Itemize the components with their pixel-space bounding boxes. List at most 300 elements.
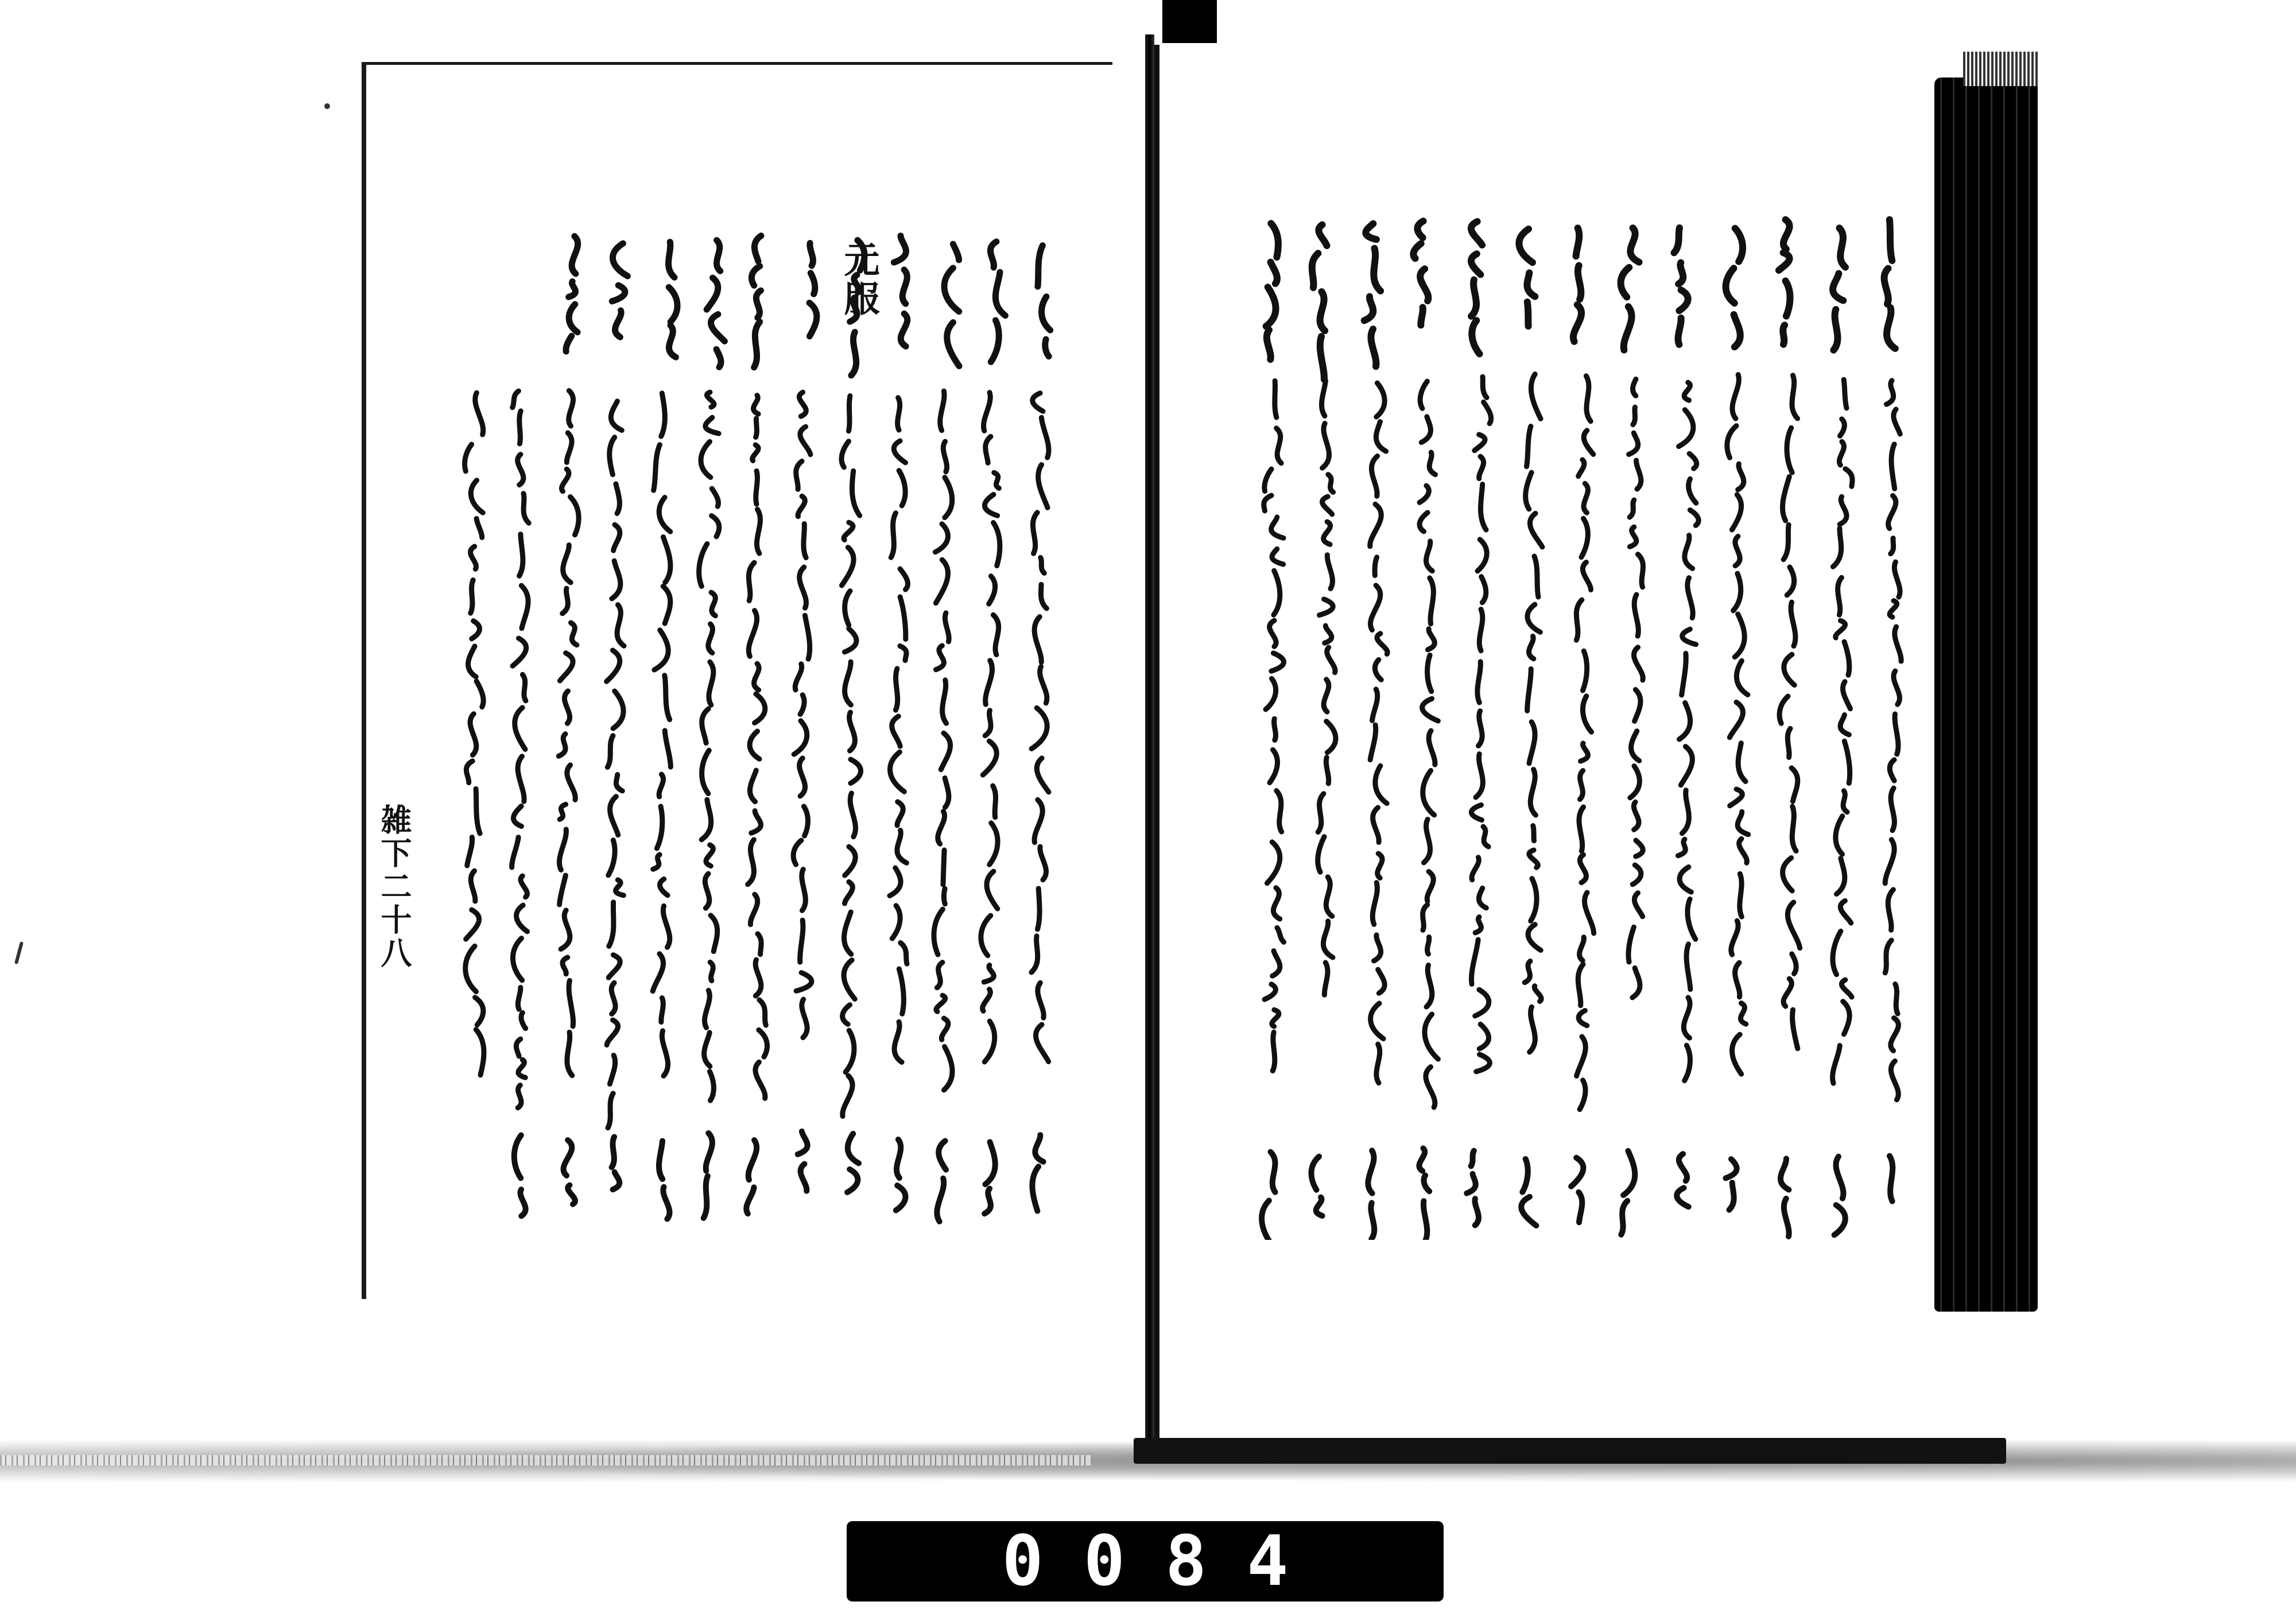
ink-stroke [1580,1080,1585,1110]
ink-stroke [1372,883,1377,925]
ink-stroke [890,752,904,792]
ink-stroke [804,806,808,836]
ink-stroke [513,938,522,980]
ink-stroke [1370,725,1376,760]
ink-stroke [1638,554,1643,587]
ink-stroke [1262,1201,1270,1240]
ink-stroke [796,462,802,490]
ink-stroke [1374,249,1380,291]
ink-stroke [1890,760,1894,781]
ink-stroke [1267,330,1271,359]
ink-stroke [1424,1176,1430,1192]
ink-stroke [1471,805,1481,820]
ink-stroke [1031,708,1047,749]
ink-stroke [1571,1158,1583,1186]
ink-stroke [1729,702,1743,737]
ink-stroke [1371,329,1376,366]
ink-stroke [841,441,848,467]
ink-stroke [902,270,907,304]
ink-stroke [983,990,991,1011]
ink-stroke [1378,854,1382,878]
ink-stroke [858,240,864,270]
ink-stroke [1319,599,1333,615]
ink-stroke [705,874,709,908]
ink-stroke [1888,890,1893,930]
ink-stroke [750,894,757,924]
ink-stroke [1729,1182,1733,1209]
ink-stroke [571,623,576,645]
ink-stroke [1684,998,1690,1038]
ink-stroke [1531,879,1537,921]
ink-stroke [1732,495,1741,530]
ink-stroke [849,396,850,431]
ink-stroke [1430,578,1434,624]
ink-stroke [758,934,761,955]
ink-stroke [1479,456,1484,478]
ink-stroke [1327,555,1332,589]
ink-stroke [1740,1003,1746,1025]
ink-stroke [1787,728,1790,757]
ink-stroke [1266,678,1276,709]
ink-stroke [1680,867,1691,892]
ink-stroke [1677,1188,1688,1207]
ink-stroke [572,236,578,274]
ink-stroke [611,983,615,1014]
ink-stroke [1320,336,1324,379]
ink-stroke [711,314,724,341]
ink-stroke [934,909,943,955]
ink-stroke [1890,220,1892,261]
ink-stroke [662,1031,668,1076]
ink-stroke [607,1020,618,1045]
ink-stroke [1792,806,1796,851]
ink-stroke [513,638,526,666]
ink-stroke [1783,858,1793,891]
ink-stroke [1689,453,1697,468]
ink-stroke [899,471,905,506]
ink-stroke [1579,807,1584,851]
ink-stroke [471,580,473,614]
ink-stroke [1422,699,1438,721]
ink-stroke [517,905,528,932]
ink-stroke [757,509,760,553]
ink-stroke [515,708,525,750]
ink-stroke [467,837,472,866]
ink-stroke [753,445,758,460]
ink-stroke [1423,770,1434,815]
ink-stroke [1735,614,1744,657]
ink-stroke [985,711,991,736]
ink-stroke [710,962,713,980]
ink-stroke [1033,513,1037,553]
ink-stroke [717,241,720,272]
ink-stroke [472,621,480,639]
ink-stroke [1833,528,1841,567]
ink-stroke [800,695,804,715]
ink-stroke [1840,901,1851,923]
ink-stroke [1843,791,1847,812]
ink-stroke [1417,221,1423,238]
ink-stroke [1576,228,1580,256]
ink-stroke [900,597,906,639]
ink-stroke [570,497,579,534]
ink-stroke [476,681,483,707]
ink-stroke [1783,220,1790,249]
ink-stroke [754,664,759,690]
ink-stroke [894,236,906,262]
ink-stroke [1688,899,1696,939]
ink-stroke [953,244,959,260]
ink-stroke [1328,475,1333,493]
ink-stroke [612,285,625,301]
ink-stroke [1318,794,1324,832]
ink-stroke [1366,224,1376,240]
ink-stroke [1843,682,1850,709]
ink-stroke [471,480,483,513]
ink-stroke [610,437,615,475]
ink-stroke [1628,927,1634,962]
ink-stroke [1674,228,1680,253]
ink-stroke [945,613,949,642]
ink-stroke [1277,791,1282,832]
ink-stroke [566,336,572,351]
ink-stroke [990,823,998,864]
ink-stroke [1471,254,1480,274]
ink-stroke [845,662,851,705]
ink-stroke [1678,263,1683,284]
ink-stroke [1783,325,1785,344]
ink-stroke [754,236,761,262]
ink-stroke [1428,655,1432,691]
ink-stroke [468,646,476,677]
ink-stroke [657,806,662,848]
ink-stroke [800,920,803,962]
ink-stroke [1037,758,1049,792]
ink-stroke [846,1030,854,1072]
ink-stroke [1630,527,1636,546]
ink-stroke [890,868,901,895]
ink-stroke [659,1141,662,1179]
right-page-author-marks [1223,1142,1900,1240]
ink-stroke [1891,1018,1899,1050]
ink-stroke [1840,497,1847,524]
ink-stroke [801,1164,807,1191]
ink-stroke [1267,842,1279,883]
ink-stroke [1738,743,1746,782]
ink-stroke [1840,228,1846,267]
ink-stroke [465,444,472,471]
ink-stroke [1629,433,1638,454]
ink-stroke [704,1033,710,1067]
ink-stroke [843,1005,850,1025]
ink-stroke [1894,562,1900,597]
ink-stroke [984,494,997,515]
ink-stroke [1844,642,1849,675]
ink-stroke [1782,477,1789,521]
ink-stroke [1578,1011,1587,1026]
ink-stroke [1735,228,1743,262]
ink-stroke [1274,571,1280,615]
ink-stroke [1634,802,1639,829]
ink-stroke [569,980,573,1026]
ink-stroke [1833,309,1837,350]
ink-stroke [707,278,718,309]
ink-stroke [1682,790,1689,833]
ink-stroke [610,797,618,835]
ink-stroke [1630,228,1639,262]
ink-stroke [1635,689,1640,721]
ink-stroke [1787,567,1794,595]
ink-stroke [567,765,575,800]
ink-stroke [663,586,670,623]
ink-stroke [943,850,944,885]
ink-stroke [1041,557,1044,573]
ink-stroke [750,770,757,802]
ink-stroke [1467,1174,1475,1193]
ink-stroke [1885,940,1891,973]
ink-stroke [1584,431,1593,455]
ink-stroke [1273,951,1280,976]
ink-stroke [1583,562,1591,590]
ink-stroke [1479,1024,1488,1049]
ink-stroke [560,875,566,905]
ink-stroke [900,569,907,590]
ink-stroke [1679,290,1688,311]
left-page-heading-marks [505,230,1056,379]
ink-stroke [898,398,900,430]
ink-stroke [845,847,856,875]
ink-stroke [852,471,859,515]
ink-stroke [476,789,480,833]
ink-stroke [663,537,670,583]
ink-stroke [523,494,529,524]
ink-stroke [897,831,906,863]
ink-stroke [755,1062,765,1098]
ink-stroke [707,392,713,407]
ink-stroke [609,902,614,947]
ink-stroke [476,518,482,537]
ink-stroke [1576,600,1582,640]
ink-stroke [699,544,707,586]
ink-stroke [702,709,709,743]
ink-stroke [1688,578,1693,618]
ink-stroke [1891,788,1894,831]
ink-speck [14,941,24,964]
ink-stroke [844,912,851,954]
ink-stroke [895,669,897,710]
ink-stroke [1578,964,1583,1006]
ink-stroke [1374,935,1381,961]
ink-stroke [800,426,810,454]
ink-stroke [1634,595,1638,636]
ink-stroke [794,721,807,754]
ink-stroke [659,497,670,532]
ink-stroke [799,392,806,416]
ink-stroke [1529,636,1534,658]
ink-stroke [1484,402,1491,423]
ink-stroke [1735,536,1740,565]
ink-stroke [611,401,622,431]
ink-stroke [894,1022,902,1062]
ink-stroke [751,266,759,286]
ink-stroke [1843,1002,1849,1034]
ink-stroke [661,998,664,1022]
ink-stroke [748,840,754,885]
ink-stroke [1840,715,1849,735]
ink-stroke [1787,902,1799,948]
ink-stroke [1370,504,1382,546]
ink-stroke [842,547,854,585]
ink-stroke [1725,1159,1736,1178]
ink-stroke [897,1139,901,1178]
ink-stroke [1378,970,1385,993]
ink-stroke [1841,980,1852,997]
ink-stroke [1630,766,1640,797]
ink-stroke [896,1185,906,1210]
ink-stroke [1791,602,1795,646]
ink-stroke [1419,1148,1425,1170]
ink-stroke [1894,671,1900,704]
ink-stroke [1471,940,1478,984]
ink-stroke [1621,267,1630,297]
ink-stroke [471,871,475,901]
ink-stroke [1890,1156,1892,1201]
ink-stroke [563,957,568,974]
ink-stroke [1632,968,1640,998]
ink-stroke [1364,297,1374,321]
ink-stroke [706,845,713,866]
ink-stroke [1526,472,1531,509]
ink-stroke [1324,680,1329,712]
ink-stroke [944,268,959,312]
ink-stroke [1318,837,1324,873]
ink-stroke [701,800,711,840]
ink-stroke [845,591,850,625]
ink-stroke [1738,464,1744,490]
ink-stroke [986,661,992,704]
ink-stroke [1685,1045,1690,1080]
ink-stroke [809,303,817,336]
ink-stroke [1370,585,1380,630]
ink-stroke [1581,743,1588,761]
ink-stroke [1534,986,1541,1002]
ink-stroke [716,349,721,367]
ink-stroke [1578,460,1584,476]
ink-stroke [750,731,759,759]
ink-stroke [1320,292,1325,331]
ink-stroke [994,472,999,488]
ink-stroke [1678,839,1685,855]
ink-stroke [755,694,765,723]
ink-stroke [1376,1044,1380,1083]
ink-stroke [1475,435,1485,451]
frame-number: 0084 [1002,1521,1329,1602]
right-page-cursive-text [1205,367,1917,1263]
ink-stroke [901,943,907,964]
ink-stroke [475,393,483,435]
ink-stroke [993,786,996,817]
ink-stroke [755,960,761,996]
ink-stroke [512,837,518,867]
ink-stroke [1428,629,1434,650]
ink-stroke [994,523,1000,566]
ink-stroke [1035,1135,1043,1162]
ink-stroke [1425,1014,1438,1059]
left-page-cursive-text [408,385,1056,1246]
ink-stroke [894,441,905,463]
ink-stroke [1480,484,1486,530]
ink-stroke [1424,819,1430,862]
ink-stroke [746,1187,754,1213]
ink-stroke [1895,714,1898,754]
ink-stroke [795,664,801,690]
ink-stroke [513,806,521,826]
ink-stroke [711,916,718,952]
ink-stroke [521,1013,526,1028]
ink-stroke [892,906,900,939]
ink-stroke [1583,651,1587,691]
ink-stroke [612,243,627,276]
ink-stroke [607,650,620,681]
ink-stroke [1784,654,1794,685]
ink-stroke [940,391,944,430]
ink-stroke [1833,1045,1840,1083]
ink-stroke [1577,1037,1586,1076]
ink-stroke [1634,893,1642,917]
ink-stroke [1522,1159,1527,1192]
ink-stroke [518,455,523,485]
ink-stroke [1429,731,1435,765]
ink-stroke [1375,766,1387,803]
ink-stroke [1041,417,1049,457]
right-page-heading-marks [1223,212,1900,385]
ink-stroke [892,716,901,746]
ink-stroke [943,680,947,723]
ink-stroke [616,774,622,790]
ink-stroke [843,1076,852,1116]
ink-stroke [616,484,620,513]
ink-stroke [659,774,663,797]
ink-stroke [560,653,573,681]
ink-stroke [522,674,526,701]
ink-stroke [702,750,709,793]
ink-stroke [470,714,476,755]
ink-stroke [608,1093,613,1128]
left-page-author-marks [436,1125,1056,1228]
ink-stroke [1783,979,1791,1006]
ink-stroke [901,313,907,346]
ink-stroke [751,811,761,833]
ink-stroke [654,445,660,490]
ink-stroke [984,393,991,431]
ink-stroke [1371,1203,1374,1239]
ink-stroke [1426,541,1433,571]
ink-stroke [1034,616,1041,662]
ink-stroke [1264,495,1271,511]
ink-stroke [1420,381,1427,408]
ink-stroke [1475,917,1481,932]
ink-stroke [851,332,856,376]
ink-stroke [1623,1151,1635,1195]
ink-stroke [1274,719,1276,740]
ink-stroke [1891,444,1895,488]
ink-stroke [1530,513,1542,547]
ink-stroke [900,646,906,660]
ink-stroke [471,546,476,569]
ink-stroke [613,1172,620,1189]
ink-stroke [1527,604,1540,632]
ink-stroke [1035,1025,1048,1062]
